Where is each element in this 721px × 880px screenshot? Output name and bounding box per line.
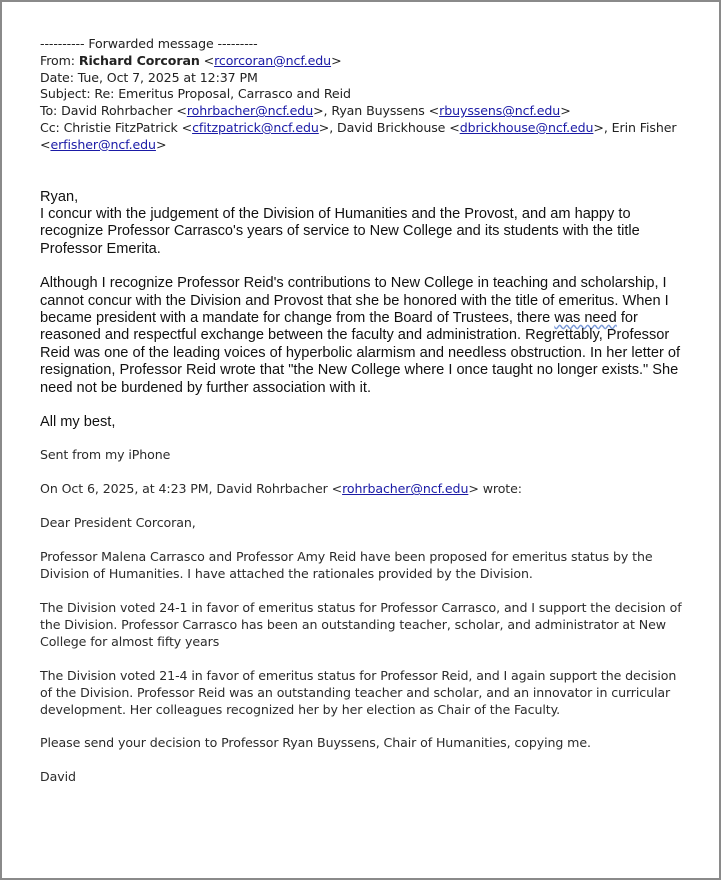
sent-from: Sent from my iPhone xyxy=(40,447,171,463)
forwarded-marker: ---------- Forwarded message --------- xyxy=(40,36,258,51)
cc-email-link-brickhouse[interactable]: dbrickhouse@ncf.edu xyxy=(459,119,594,135)
cc-separator: , David Brickhouse xyxy=(329,119,450,135)
quoted-paragraph-1: Professor Malena Carrasco and Professor Amy Reid have been proposed for emeritus status by the Division of Humanities. I have attached the rationales provided by the Division. xyxy=(40,549,653,582)
from-name: Richard Corcoran xyxy=(78,52,200,68)
from-label: From: xyxy=(40,52,79,68)
cc-separator-2: , Erin Fisher xyxy=(603,119,677,135)
quoted-paragraph-2: The Division voted 24-1 in favor of emeritus status for Professor Carrasco, and I support the decision of the Division. Professor Carrasco has been an outstanding teacher, scholar, and administrator at New College for almost fifty years xyxy=(40,599,682,649)
to-line: To: David Rohrbacher <rohrbacher@ncf.edu>, Ryan Buyssens <rbuyssens@ncf.edu> xyxy=(40,103,571,119)
cc-label: Cc: Christie FitzPatrick xyxy=(40,119,182,135)
spellcheck-flag: was need xyxy=(554,310,617,327)
to-email-link-buyssens[interactable]: rbuyssens@ncf.edu xyxy=(439,103,561,119)
quoted-paragraph-4: Please send your decision to Professor Ryan Buyssens, Chair of Humanities, copying me. xyxy=(40,735,591,751)
reply-salutation: Ryan, xyxy=(40,188,79,205)
date-line: Date: Tue, Oct 7, 2025 at 12:37 PM xyxy=(40,69,258,85)
to-label: To: David Rohrbacher xyxy=(40,103,177,119)
to-separator: , Ryan Buyssens xyxy=(323,103,429,119)
quoted-intro-end: > wrote: xyxy=(468,481,522,497)
to-email-link-rohrbacher[interactable]: rohrbacher@ncf.edu xyxy=(186,103,314,119)
from-line: From: Richard Corcoran <rcorcoran@ncf.edu> xyxy=(40,52,342,68)
reply-signoff: All my best, xyxy=(40,414,116,431)
reply-paragraph-2 xyxy=(40,275,690,397)
reply-paragraph-2-start: Although I recognize Professor Reid's contributions to New College in teaching and scholarship, I cannot concur with the Division and Provost that she be honored with the title of emeritus. When I became president with a mandate for change from the Board of Trustees, there xyxy=(40,275,669,327)
cc-email-link-fisher[interactable]: erfisher@ncf.edu xyxy=(50,136,156,152)
quoted-greeting: Dear President Corcoran, xyxy=(40,515,196,531)
quoted-message xyxy=(40,481,690,786)
reply-paragraph-2-end: for reasoned and respectful exchange between the faculty and administration. Regrettably, Professor Reid was one of the leading voices of hyperbolic alarmism and needless obstruction. In her letter of resignation, Professor Reid wrote that "the New College where I once taught no longer exists." She need not be burdened by further association with it. xyxy=(40,310,681,396)
cc-line: Cc: Christie FitzPatrick <cfitzpatrick@ncf.edu>, David Brickhouse <dbrickhouse@ncf.edu>, Erin Fisher <erfisher@ncf.edu> xyxy=(40,119,677,152)
reply-paragraph-1: I concur with the judgement of the Division of Humanities and the Provost, and am happy to recognize Professor Carrasco's years of service to New College and its students with the title Professor Emerita. xyxy=(40,205,640,257)
forwarded-header xyxy=(40,36,690,154)
quoted-intro-start: On Oct 6, 2025, at 4:23 PM, David Rohrbacher < xyxy=(40,481,343,497)
quoted-signature: David xyxy=(40,769,76,785)
reply-body xyxy=(40,189,690,432)
cc-email-link-fitzpatrick[interactable]: cfitzpatrick@ncf.edu xyxy=(192,119,319,135)
from-email-link[interactable]: rcorcoran@ncf.edu xyxy=(214,52,332,68)
quoted-intro-email-link[interactable]: rohrbacher@ncf.edu xyxy=(342,481,469,497)
subject-line: Subject: Re: Emeritus Proposal, Carrasco and Reid xyxy=(40,86,351,102)
quoted-intro xyxy=(40,481,690,498)
quoted-paragraph-3: The Division voted 21-4 in favor of emeritus status for Professor Reid, and I again support the decision of the Division. Professor Reid was an outstanding teacher and scholar, and an innovator in curricular development. Her colleagues recognized her by her election as Chair of the Faculty. xyxy=(40,667,677,717)
email-content xyxy=(40,36,690,786)
